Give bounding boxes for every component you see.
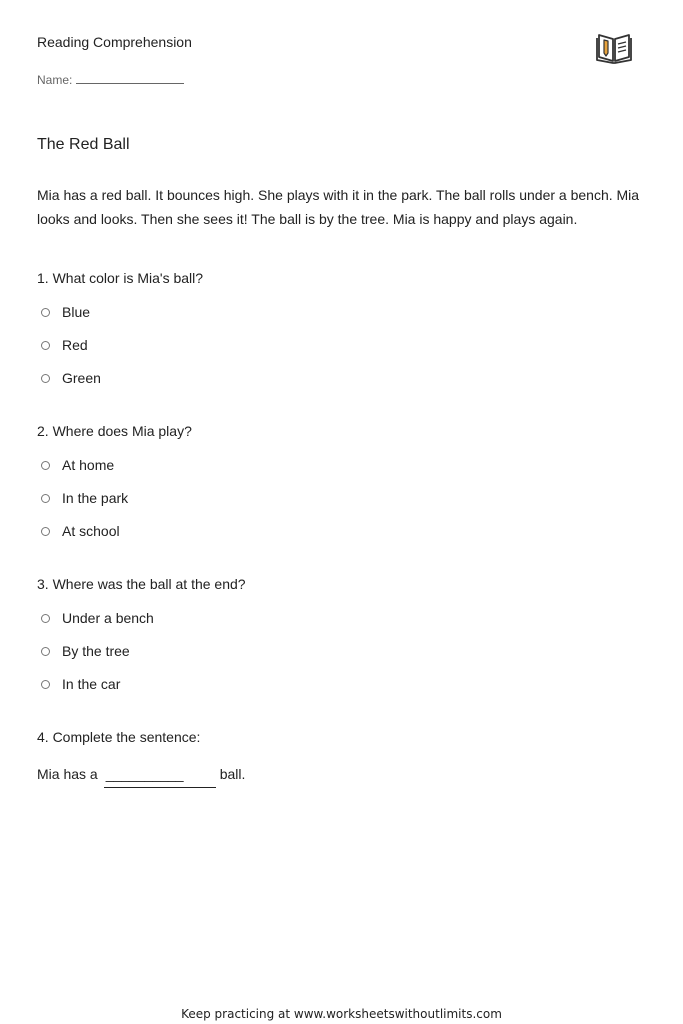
- fill-prefix: Mia has a: [37, 766, 98, 782]
- radio-circle-icon[interactable]: [41, 614, 50, 623]
- option-label: At home: [62, 457, 115, 473]
- radio-circle-icon[interactable]: [41, 308, 50, 317]
- radio-circle-icon[interactable]: [41, 527, 50, 536]
- option-label: In the car: [62, 676, 121, 692]
- option-label: At school: [62, 523, 120, 539]
- radio-circle-icon[interactable]: [41, 494, 50, 503]
- option-in-the-car[interactable]: [41, 676, 120, 692]
- option-label: Blue: [62, 304, 91, 320]
- blank-placeholder: __________: [105, 766, 184, 782]
- option-red[interactable]: [41, 337, 88, 353]
- option-label: Under a bench: [62, 610, 154, 626]
- blank-answer-field[interactable]: [104, 766, 216, 782]
- option-at-school[interactable]: [41, 523, 120, 539]
- story-paragraph: Mia has a red ball. It bounces high. She plays with it in the park. The ball rolls under a bench. Mia looks and looks. Then she sees it! The ball is by the tree. Mia is happy and plays again.: [37, 187, 640, 227]
- footer-text: Keep practicing at www.worksheetswithoutlimits.com: [181, 1007, 502, 1021]
- question-2: 2. Where does Mia play?: [37, 423, 192, 439]
- open-book-pencil-icon: [596, 30, 632, 64]
- fill-suffix: ball.: [219, 766, 246, 782]
- option-label: Red: [62, 337, 88, 353]
- option-by-the-tree[interactable]: [41, 643, 130, 659]
- option-blue[interactable]: [41, 304, 90, 320]
- option-label: By the tree: [62, 643, 130, 659]
- name-field[interactable]: [76, 72, 184, 84]
- worksheet-title: Reading Comprehension: [37, 34, 192, 50]
- option-under-a-bench[interactable]: [41, 610, 154, 626]
- name-field-row: [37, 72, 184, 87]
- option-label: In the park: [62, 490, 129, 506]
- radio-circle-icon[interactable]: [41, 341, 50, 350]
- option-at-home[interactable]: [41, 457, 114, 473]
- radio-circle-icon[interactable]: [41, 461, 50, 470]
- radio-circle-icon[interactable]: [41, 680, 50, 689]
- radio-circle-icon[interactable]: [41, 647, 50, 656]
- radio-circle-icon[interactable]: [41, 374, 50, 383]
- question-4: 4. Complete the sentence:: [37, 729, 201, 745]
- name-label: Name:: [37, 73, 73, 87]
- option-in-the-park[interactable]: [41, 490, 128, 506]
- fill-in-sentence: [37, 766, 245, 782]
- option-green[interactable]: [41, 370, 101, 386]
- option-label: Green: [62, 370, 101, 386]
- story-title: The Red Ball: [37, 136, 130, 153]
- question-1: 1. What color is Mia's ball?: [37, 270, 204, 286]
- blank-underline: [104, 787, 216, 788]
- question-3: 3. Where was the ball at the end?: [37, 576, 246, 592]
